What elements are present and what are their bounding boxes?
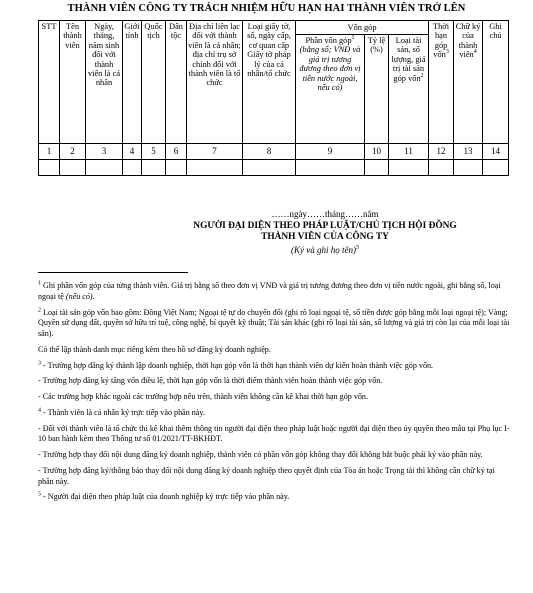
footnote-4a <box>38 408 510 419</box>
header-capital: Vốn góp <box>296 21 429 35</box>
header-id-doc: Loại giấy tờ, số, ngày cấp, cơ quan cấp Giấy tờ pháp lý của cá nhân/tổ chức <box>243 21 296 144</box>
footnote-3a <box>38 361 510 372</box>
signature-date-line: ……ngày……tháng……năm <box>271 209 379 219</box>
table-cell[interactable] <box>296 160 365 176</box>
column-number: 6 <box>166 144 187 160</box>
footnote-2-extra: Có thể lập thành danh mục riêng kèm theo hồ sơ đăng ký doanh nghiệp. <box>38 344 271 354</box>
footnote-1 <box>38 281 510 303</box>
column-number: 11 <box>389 144 429 160</box>
column-number-row <box>39 144 509 160</box>
column-number: 9 <box>296 144 365 160</box>
header-address: Địa chỉ liên lạc đối với thành viên là cá nhân; địa chỉ trụ sở chính đối với thành viên là tổ chức <box>187 21 243 144</box>
footnote-5-mark: 5 <box>38 491 41 498</box>
footnote-5 <box>38 492 510 503</box>
footnote-2-mark: 2 <box>38 306 41 313</box>
header-name: Tên thành viên <box>60 21 86 144</box>
header-signature <box>454 21 483 144</box>
header-asset-label: Loại tài sản, số lượng, giá trị tài sản góp vốn <box>391 36 426 83</box>
header-deadline-label: Thời hạn góp vốn <box>433 22 450 60</box>
table-cell[interactable] <box>123 160 142 176</box>
footnote-4a-text: - Thành viên là cá nhân ký trực tiếp vào phần này. <box>41 407 205 417</box>
header-signature-label: Chữ ký của thành viên <box>455 22 481 60</box>
table-cell[interactable] <box>166 160 187 176</box>
table-cell[interactable] <box>483 160 509 176</box>
footnote-4b: - Đối với thành viên là tổ chức thì kê khai thêm thông tin người đại diện theo pháp luật hoặc người đại diện theo ủy quyền theo mẫu tại Phụ lục I-10 ban hành kèm theo Thông tư số 01/2021/TT-BKHĐT. <box>38 423 510 444</box>
column-number: 14 <box>483 144 509 160</box>
header-ratio: Tỷ lệ (%) <box>365 35 389 144</box>
signature-note-label: (Ký và ghi họ tên) <box>291 245 356 255</box>
footnote-3c: - Các trường hợp khác ngoài các trường hợp nêu trên, thành viên không cần kê khai thời hạn góp vốn. <box>38 392 369 401</box>
footnote-3b: - Trường hợp đăng ký tăng vốn điều lệ, thời hạn góp vốn là thời điểm thành viên hoàn thành việc góp vốn. <box>38 376 383 386</box>
footnote-2 <box>38 308 510 340</box>
footnote-divider <box>38 272 188 273</box>
header-capital-amount <box>296 35 365 144</box>
header-asset <box>389 35 429 144</box>
header-capital-amount-label: Phần vốn góp <box>305 36 352 45</box>
footnote-1-mark: 1 <box>38 280 41 287</box>
column-number: 8 <box>243 144 296 160</box>
signature-note <box>190 245 460 255</box>
footnote-1-text: Ghi phần vốn góp của từng thành viên. Giá trị bằng số theo đơn vị VNĐ và giá trị tương đương theo đơn vị tiền nước ngoài, ghi bằng số, loại ngoại tệ <box>38 281 501 301</box>
page-title: THÀNH VIÊN CÔNG TY TRÁCH NHIỆM HỮU HẠN HAI THÀNH VIÊN TRỞ LÊN <box>67 3 466 14</box>
header-capital-amount-note: (bằng số; VNĐ và giá trị tương đương theo đơn vị tiền nước ngoài, nếu có) <box>299 45 361 93</box>
header-deadline-sup: 3 <box>445 49 449 56</box>
table-row <box>39 160 509 176</box>
column-number: 4 <box>123 144 142 160</box>
table-cell[interactable] <box>39 160 60 176</box>
footnote-4c: - Trường hợp thay đổi nội dung đăng ký doanh nghiệp, thành viên có phần vốn góp không thay đổi không bắt buộc phải ký vào phần này. <box>38 450 483 459</box>
table-cell[interactable] <box>429 160 454 176</box>
footnotes <box>38 281 510 508</box>
header-capital-amount-sup: 1 <box>351 35 355 42</box>
signature-title: NGƯỜI ĐẠI DIỆN THEO PHÁP LUẬT/CHỦ TỊCH HỘI ĐỒNG THÀNH VIÊN CỦA CÔNG TY <box>193 221 457 243</box>
column-number: 2 <box>60 144 86 160</box>
header-asset-sup: 2 <box>420 72 424 79</box>
footnote-1-end: . <box>92 291 95 301</box>
footnote-4d: - Trường hợp đăng ký/thông báo thay đổi nội dung đăng ký doanh nghiệp theo quyết định của Tòa án hoặc Trọng tài thì không cần chữ ký tại phần này. <box>38 465 495 486</box>
header-row <box>39 21 509 35</box>
table-cell[interactable] <box>454 160 483 176</box>
table-cell[interactable] <box>243 160 296 176</box>
table-cell[interactable] <box>60 160 86 176</box>
header-dob: Ngày, tháng, năm sinh đối với thành viên là cá nhân <box>86 21 123 144</box>
table-cell[interactable] <box>86 160 123 176</box>
table-cell[interactable] <box>389 160 429 176</box>
column-number: 1 <box>39 144 60 160</box>
column-number: 5 <box>142 144 166 160</box>
header-signature-sup: 4 <box>473 49 477 56</box>
header-stt: STT <box>39 21 60 144</box>
signature-note-sup: 5 <box>355 245 359 251</box>
footnote-3a-text: - Trường hợp đăng ký thành lập doanh nghiệp, thời hạn góp vốn là thời hạn thành viên dự kiến hoàn thành việc góp vốn. <box>41 360 434 370</box>
footnote-5-text: - Người đại diện theo pháp luật của doanh nghiệp ký trực tiếp vào phần này. <box>41 492 290 502</box>
header-remark: Ghi chú <box>483 21 509 144</box>
column-number: 10 <box>365 144 389 160</box>
column-number: 7 <box>187 144 243 160</box>
table-cell[interactable] <box>142 160 166 176</box>
column-number: 3 <box>86 144 123 160</box>
column-number: 13 <box>454 144 483 160</box>
footnote-1-italic: (nếu có) <box>65 291 93 301</box>
header-nationality: Quốc tịch <box>142 21 166 144</box>
table-cell[interactable] <box>365 160 389 176</box>
header-deadline <box>429 21 454 144</box>
footnote-3-mark: 3 <box>38 359 41 366</box>
column-number: 12 <box>429 144 454 160</box>
members-table <box>38 20 509 176</box>
table-cell[interactable] <box>187 160 243 176</box>
header-ethnicity: Dân tộc <box>166 21 187 144</box>
header-gender: Giới tính <box>123 21 142 144</box>
footnote-2-text: Loại tài sản góp vốn bao gồm: Đồng Việt Nam; Ngoại tệ tự do chuyển đổi (ghi rõ loại ngoại tệ, số tiền được góp bằng mỗi loại ngoại tệ); Vàng; Quyền sử dụng đất, quyền sở hữu trí tuệ, công nghệ, bí quyết kỹ thuật; Tài sản khác (ghi rõ loại tài sản, số lượng và giá trị còn lại của mỗi loại tài sản). <box>38 307 510 338</box>
footnote-4-mark: 4 <box>38 407 41 414</box>
